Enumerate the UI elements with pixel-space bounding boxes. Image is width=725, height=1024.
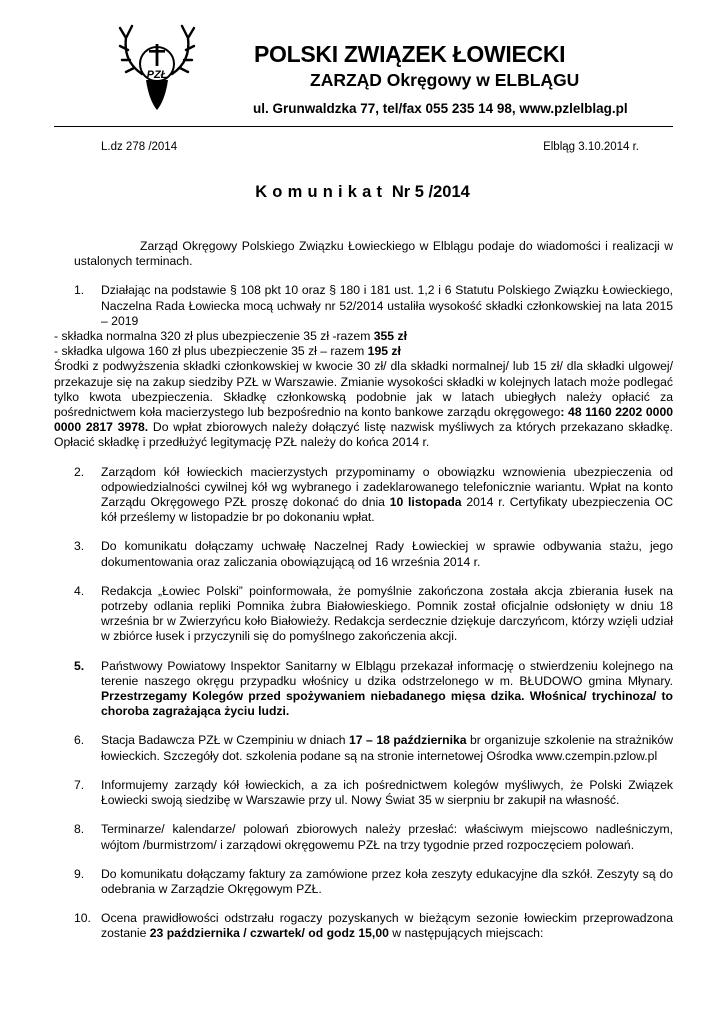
list-item-10: 10. Ocena prawidłowości odstrzału rogaczy pozyskanych w bieżącym sezonie łowieckim przeprowadzona zostanie 23 października / czwartek/ od godz 15,00 w następujących miejscach: <box>74 911 673 941</box>
list-item-5: 5. Państwowy Powiatowy Inspektor Sanitarny w Elblągu przekazał informację o stwierdzeniu kolejnego na terenie naszego okręgu przypadku włośnicy u dzika odstrzelonego w m. BŁUDOWO gmina Młynary. Przestrzegamy Kolegów przed spożywaniem niebadanego mięsa dzika. Włośnica/ trychinoza/ to choroba zagrażająca życiu ludzi. <box>74 658 673 719</box>
item-number: 5. <box>74 658 85 673</box>
list-item-4 <box>54 584 673 645</box>
item-text: Informujemy zarządy kół łowieckich, a za ich pośrednictwem kolegów myśliwych, że Polski Związek Łowiecki swoją siedzibę w Warszawie przy ul. Nowy Świat 35 w sierpniu br zakupił na własność. <box>101 777 673 808</box>
list-item-8 <box>54 822 673 852</box>
item-number: 7. <box>74 777 85 792</box>
item-number: 1. <box>74 283 85 298</box>
intro-paragraph: Zarząd Okręgowy Polskiego Związku Łowieckiego w Elblągu podaje do wiadomości i realizacji w ustalonych terminach. <box>74 239 673 269</box>
organization-address: ul. Grunwaldzka 77, tel/fax 055 235 14 98, www.pzlelblag.pl <box>253 101 628 116</box>
bank-account: : 48 1160 2202 0000 0000 2817 3978. <box>54 405 673 435</box>
fee-details: Środki z podwyższenia składki członkowskiej w kwocie 30 zł/ dla składki normalnej/ lub 15 zł/ dla składki ulgowej/ przekazuje się na zakup siedziby PZŁ w Warszawie. Zmianie wysokości składki w kolejnych latach może podlegać tylko kwota ubezpieczenia. Składkę członkowską podobnie jak w latach ubiegłych należy opłacić za pośrednictwem koła macierzystego lub bezpośrednio na konto bankowe zarządu okręgowego: 48 1160 2202 0000 0000 2817 3978. Do wpłat zbiorowych należy dołączyć listę nazwisk myśliwych za których przekazano składkę. Opłacić składkę i przedłużyć legitymację PZŁ należy do końca 2014 r. <box>54 359 673 450</box>
item-text: Do komunikatu dołączamy uchwałę Naczelnej Rady Łowieckiej w sprawie odbywania stażu, jego dokumentowania oraz zaliczania obowiązującą od 16 września 2014 r. <box>101 539 673 569</box>
organization-name: POLSKI ZWIĄZEK ŁOWIECKI <box>254 41 566 67</box>
title-number: Nr 5 /2014 <box>387 183 470 201</box>
document-body <box>54 239 673 942</box>
item-number: 4. <box>74 583 85 598</box>
reference-number: L.dz 278 /2014 <box>101 141 178 153</box>
pzl-logo <box>116 14 198 114</box>
list-item-9 <box>54 867 673 897</box>
warning-text: Przestrzegamy Kolegów przed spożywaniem niebadanego mięsa dzika. Włośnica/ trychinoza/ to choroba zagrażająca życiu ludzi. <box>101 689 673 719</box>
document-date: Elbląg 3.10.2014 r. <box>543 141 639 153</box>
organization-subtitle: ZARZĄD Okręgowy w ELBLĄGU <box>310 70 580 90</box>
item-number: 8. <box>74 822 85 837</box>
list-item-7 <box>54 778 673 808</box>
item-number: 10. <box>74 911 91 926</box>
item-text: Redakcja „Łowiec Polski” poinformowała, że pomyślnie zakończona została akcja zbierania łusek na potrzeby odlania repliki Pomnika żubra Białowieskiego. Pomnik został oficjalnie odsłonięty w dniu 18 września br w Zwierzyńcu koło Białowieży. Redakcja serdecznie dziękuje darczyńcom, którzy wzięli udział w zbiórce łusek i przyczynili się do pomyślnego zakończenia akcji. <box>101 583 673 644</box>
list-item-2: 2. Zarządom kół łowieckich macierzystych przypominamy o obowiązku wznowienia ubezpieczenia od odpowiedzialności cywilnej kół wg wybranego i zadeklarowanego telefonicznie wariantu. Wpłat na konto Zarządu Okręgowego PZŁ proszę dokonać do dnia 10 listopada 2014 r. Certyfikaty ubezpieczenia OC kół prześlemy w listopadzie br po dokonaniu wpłat. <box>74 464 673 525</box>
fee-reduced-total: 195 zł <box>367 344 401 359</box>
document-title <box>0 182 725 202</box>
item-number: 2. <box>74 464 85 479</box>
item-text: Działając na podstawie § 108 pkt 10 oraz § 180 i 181 ust. 1,2 i 6 Statutu Polskiego Związku Łowieckiego, Naczelna Rada Łowiecka mocą uchwały nr 52/2014 ustaliła wysokość składki członkowskiej na lata 2015 – 2019 <box>101 283 673 328</box>
svg-text:PZŁ: PZŁ <box>146 69 168 81</box>
fee-reduced: - składka ulgowa 160 zł plus ubezpieczenie 35 zł – razem 195 zł <box>54 344 401 359</box>
header-divider <box>54 126 673 127</box>
list-item-1 <box>54 283 673 329</box>
title-spaced: Komunikat <box>255 183 388 201</box>
item-number: 3. <box>74 539 85 554</box>
fee-normal: - składka normalna 320 zł plus ubezpieczenie 35 zł -razem 355 zł <box>54 329 407 344</box>
item-number: 6. <box>74 733 85 748</box>
item-number: 9. <box>74 866 85 881</box>
item-text: Do komunikatu dołączamy faktury za zamówione przez koła zeszyty edukacyjne dla szkół. Zeszyty są do odebrania w Zarządzie Okręgowym PZŁ. <box>101 866 673 896</box>
list-item-6: 6. Stacja Badawcza PZŁ w Czempiniu w dniach 17 – 18 października br organizuje szkolenie na strażników łowieckich. Szczegóły dot. szkolenia podane są na stronie internetowej Ośrodka www.czempin.pzlow.pl <box>74 733 674 763</box>
item-text: Terminarze/ kalendarze/ polowań zbiorowych należy przesłać: właściwym miejscowo nadleśniczym, wójtom /burmistrzom/ i zarządowi okręgowemu PZŁ na trzy tygodnie przed rozpoczęciem polowań. <box>101 822 673 852</box>
list-item-3 <box>54 539 673 569</box>
fee-normal-total: 355 zł <box>373 329 407 344</box>
